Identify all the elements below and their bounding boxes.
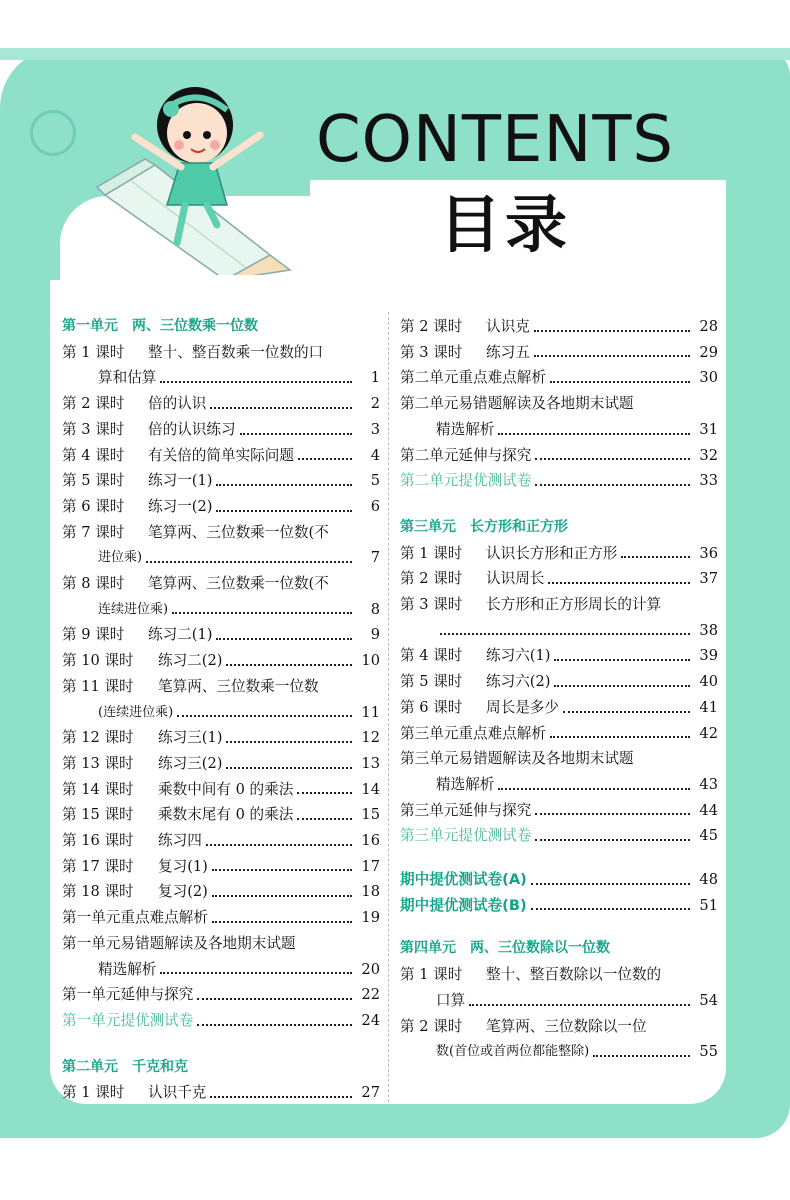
page-number: 38 [699, 621, 718, 639]
toc-entry[interactable]: 第 2 课时 认识周长 37 [400, 566, 718, 592]
dot-leader [226, 741, 352, 743]
unit-heading: 第一单元 两、三位数乘一位数 [62, 318, 258, 334]
toc-entry[interactable]: 第 13 课时 练习三(2) 13 [62, 751, 380, 777]
page-number: 15 [361, 806, 380, 824]
toc-entry[interactable]: 第 5 课时 练习一(1) 5 [62, 468, 380, 494]
page-number: 30 [699, 369, 718, 387]
page-number: 1 [370, 369, 380, 387]
title-chinese: 目录 [438, 188, 571, 261]
page-number: 8 [370, 600, 380, 618]
toc-entry[interactable]: 第 1 课时 整十、整百数乘一位数的口 [62, 343, 324, 361]
dot-leader [146, 561, 352, 563]
toc-entry[interactable]: 第 6 课时 周长是多少 41 [400, 695, 718, 721]
toc-entry[interactable]: 第 5 课时 练习六(2) 40 [400, 669, 718, 695]
toc-entry[interactable]: 第 11 课时 笔算两、三位数乘一位数 [62, 677, 319, 695]
page-number: 17 [361, 857, 380, 875]
page-number: 33 [699, 472, 718, 490]
page-number: 31 [699, 420, 718, 438]
toc-entry[interactable]: 第 18 课时 复习(2) 18 [62, 879, 380, 905]
column-divider [388, 312, 389, 1102]
dot-leader [160, 972, 352, 974]
toc-entry[interactable]: 第 2 课时 倍的认识 2 [62, 391, 380, 417]
unit-heading: 第四单元 两、三位数除以一位数 [400, 940, 610, 957]
page-number: 55 [699, 1043, 718, 1061]
page-number: 48 [699, 871, 718, 889]
page-number: 19 [361, 909, 380, 927]
page-number: 37 [699, 570, 718, 588]
toc-entry-continued[interactable]: 精选解析 20 [62, 957, 380, 983]
dot-leader [216, 510, 352, 512]
page-number: 24 [361, 1011, 380, 1029]
unit-heading: 第二单元 千克和克 [62, 1058, 188, 1075]
toc-entry-continued[interactable]: 连续进位乘) 8 [62, 597, 380, 623]
dot-leader [531, 883, 690, 885]
page-number: 42 [699, 724, 718, 742]
dot-leader [563, 711, 690, 713]
toc-entry[interactable]: 第 8 课时 笔算两、三位数乘一位数(不 [62, 575, 329, 593]
page-number: 10 [361, 652, 380, 670]
page-number: 32 [699, 446, 718, 464]
dot-leader [216, 638, 352, 640]
dot-leader [297, 818, 352, 820]
dot-leader [226, 767, 352, 769]
page-number: 14 [361, 780, 380, 798]
page-number: 36 [699, 544, 718, 562]
toc-entry-continued[interactable]: 数(首位或首两位都能整除) 55 [400, 1039, 718, 1065]
page-number: 4 [370, 446, 380, 464]
dot-leader [206, 844, 352, 846]
page-number: 20 [361, 960, 380, 978]
dot-leader [298, 458, 352, 460]
page-number: 27 [361, 1084, 380, 1102]
dot-leader [498, 433, 690, 435]
page-number: 18 [361, 883, 380, 901]
toc-entry-continued[interactable]: 算和估算 1 [62, 365, 380, 391]
toc-left-column [62, 314, 380, 1106]
dot-leader [534, 355, 690, 357]
toc-entry-test[interactable]: 第一单元提优测试卷 24 [62, 1008, 380, 1034]
dot-leader [212, 895, 352, 897]
page-number: 22 [361, 986, 380, 1004]
page-number: 7 [370, 549, 380, 567]
page-number: 3 [370, 420, 380, 438]
toc-entry[interactable]: 第三单元重点难点解析 42 [400, 721, 718, 747]
dot-leader [212, 921, 352, 923]
toc-entry[interactable]: 第 15 课时 乘数末尾有 0 的乘法 15 [62, 802, 380, 828]
toc-entry[interactable]: 第 12 课时 练习三(1) 12 [62, 725, 380, 751]
toc-right-column [400, 314, 718, 1065]
toc-entry[interactable]: 第 3 课时 长方形和正方形周长的计算 [400, 596, 662, 614]
page-number: 13 [361, 754, 380, 772]
dot-leader [240, 433, 352, 435]
dot-leader [210, 407, 352, 409]
ghost-badge-icon [30, 110, 76, 156]
page-number: 11 [361, 703, 380, 721]
toc-entry[interactable]: 第 1 课时 认识长方形和正方形 36 [400, 541, 718, 567]
page-number: 12 [361, 729, 380, 747]
toc-entry[interactable]: 第 17 课时 复习(1) 17 [62, 854, 380, 880]
toc-entry[interactable]: 第 16 课时 练习四 16 [62, 828, 380, 854]
toc-entry[interactable]: 第三单元易错题解读及各地期末试题 [400, 750, 634, 768]
page-number: 16 [361, 832, 380, 850]
page-number: 41 [699, 698, 718, 716]
dot-leader [197, 1024, 352, 1026]
toc-entry-continued[interactable]: 口算 54 [400, 988, 718, 1014]
dot-leader [226, 664, 352, 666]
toc-entry-midterm[interactable]: 期中提优测试卷(B) 51 [400, 893, 718, 919]
dot-leader [554, 685, 690, 687]
toc-entry[interactable]: 第 4 课时 练习六(1) 39 [400, 643, 718, 669]
toc-entry[interactable]: 第 1 课时 整十、整百数除以一位数的 [400, 966, 662, 984]
toc-entry-continued[interactable]: 进位乘) 7 [62, 545, 380, 571]
dot-leader [177, 715, 352, 717]
toc-entry[interactable]: 第 4 课时 有关倍的简单实际问题 4 [62, 443, 380, 469]
dot-leader [550, 736, 690, 738]
page-number: 29 [699, 343, 718, 361]
dot-leader [535, 458, 690, 460]
dot-leader [440, 633, 690, 635]
dot-leader [197, 998, 352, 1000]
toc-entry-midterm[interactable]: 期中提优测试卷(A) 48 [400, 867, 718, 893]
dot-leader [554, 659, 690, 661]
toc-entry-continued[interactable]: 精选解析 43 [400, 772, 718, 798]
dot-leader [212, 869, 352, 871]
toc-entry[interactable]: 第三单元延伸与探究 44 [400, 798, 718, 824]
toc-entry[interactable]: 第 6 课时 练习一(2) 6 [62, 494, 380, 520]
toc-entry[interactable]: 第 1 课时 认识千克 27 [62, 1080, 380, 1106]
page-number: 54 [699, 991, 718, 1009]
toc-entry[interactable]: 第 14 课时 乘数中间有 0 的乘法 14 [62, 777, 380, 803]
title-english: CONTENTS [315, 103, 675, 177]
page-number: 9 [370, 626, 380, 644]
toc-entry[interactable]: 第 9 课时 练习二(1) 9 [62, 622, 380, 648]
dot-leader [621, 556, 690, 558]
dot-leader [172, 612, 352, 614]
page-number: 44 [699, 801, 718, 819]
toc-entry[interactable]: 第二单元重点难点解析 30 [400, 365, 718, 391]
dot-leader [531, 908, 690, 910]
toc-entry[interactable]: 第 2 课时 认识克 28 [400, 314, 718, 340]
page-number: 5 [370, 472, 380, 490]
dot-leader [535, 839, 690, 841]
dot-leader [548, 582, 690, 584]
girl-on-pencil-illustration [95, 55, 305, 275]
toc-entry[interactable]: 第一单元重点难点解析 19 [62, 905, 380, 931]
toc-entry-test[interactable]: 第二单元提优测试卷 33 [400, 468, 718, 494]
dot-leader [535, 813, 690, 815]
page-number: 6 [370, 497, 380, 515]
unit-heading: 第三单元 长方形和正方形 [400, 518, 568, 535]
toc-entry[interactable]: 第二单元易错题解读及各地期末试题 [400, 395, 634, 413]
dot-leader [216, 484, 352, 486]
toc-entry[interactable]: 第 2 课时 笔算两、三位数除以一位 [400, 1017, 647, 1035]
toc-entry[interactable]: 第 3 课时 倍的认识练习 3 [62, 417, 380, 443]
page-number: 43 [699, 775, 718, 793]
dot-leader [534, 330, 690, 332]
page-number: 39 [699, 647, 718, 665]
page-number: 45 [699, 827, 718, 845]
page-number: 40 [699, 673, 718, 691]
toc-entry[interactable]: 第 7 课时 笔算两、三位数乘一位数(不 [62, 523, 329, 541]
dot-leader [535, 484, 690, 486]
page-number: 2 [370, 395, 380, 413]
toc-entry-continued[interactable]: 精选解析 31 [400, 417, 718, 443]
dot-leader [160, 381, 352, 383]
dot-leader [550, 381, 690, 383]
dot-leader [593, 1055, 690, 1057]
page-number: 51 [699, 896, 718, 914]
toc-entry[interactable]: 第一单元延伸与探究 22 [62, 982, 380, 1008]
dot-leader [498, 788, 690, 790]
toc-entry-test[interactable]: 第三单元提优测试卷 45 [400, 823, 718, 849]
page-number: 28 [699, 318, 718, 335]
toc-entry[interactable]: 第二单元延伸与探究 32 [400, 443, 718, 469]
toc-entry[interactable]: 第一单元易错题解读及各地期末试题 [62, 934, 296, 952]
dot-leader [297, 792, 352, 794]
dot-leader [210, 1096, 352, 1098]
toc-entry-continued[interactable] [400, 618, 718, 644]
dot-leader [469, 1004, 690, 1006]
toc-entry[interactable]: 第 10 课时 练习二(2) 10 [62, 648, 380, 674]
toc-entry-continued[interactable]: (连续进位乘) 11 [62, 700, 380, 726]
toc-entry[interactable]: 第 3 课时 练习五 29 [400, 340, 718, 366]
